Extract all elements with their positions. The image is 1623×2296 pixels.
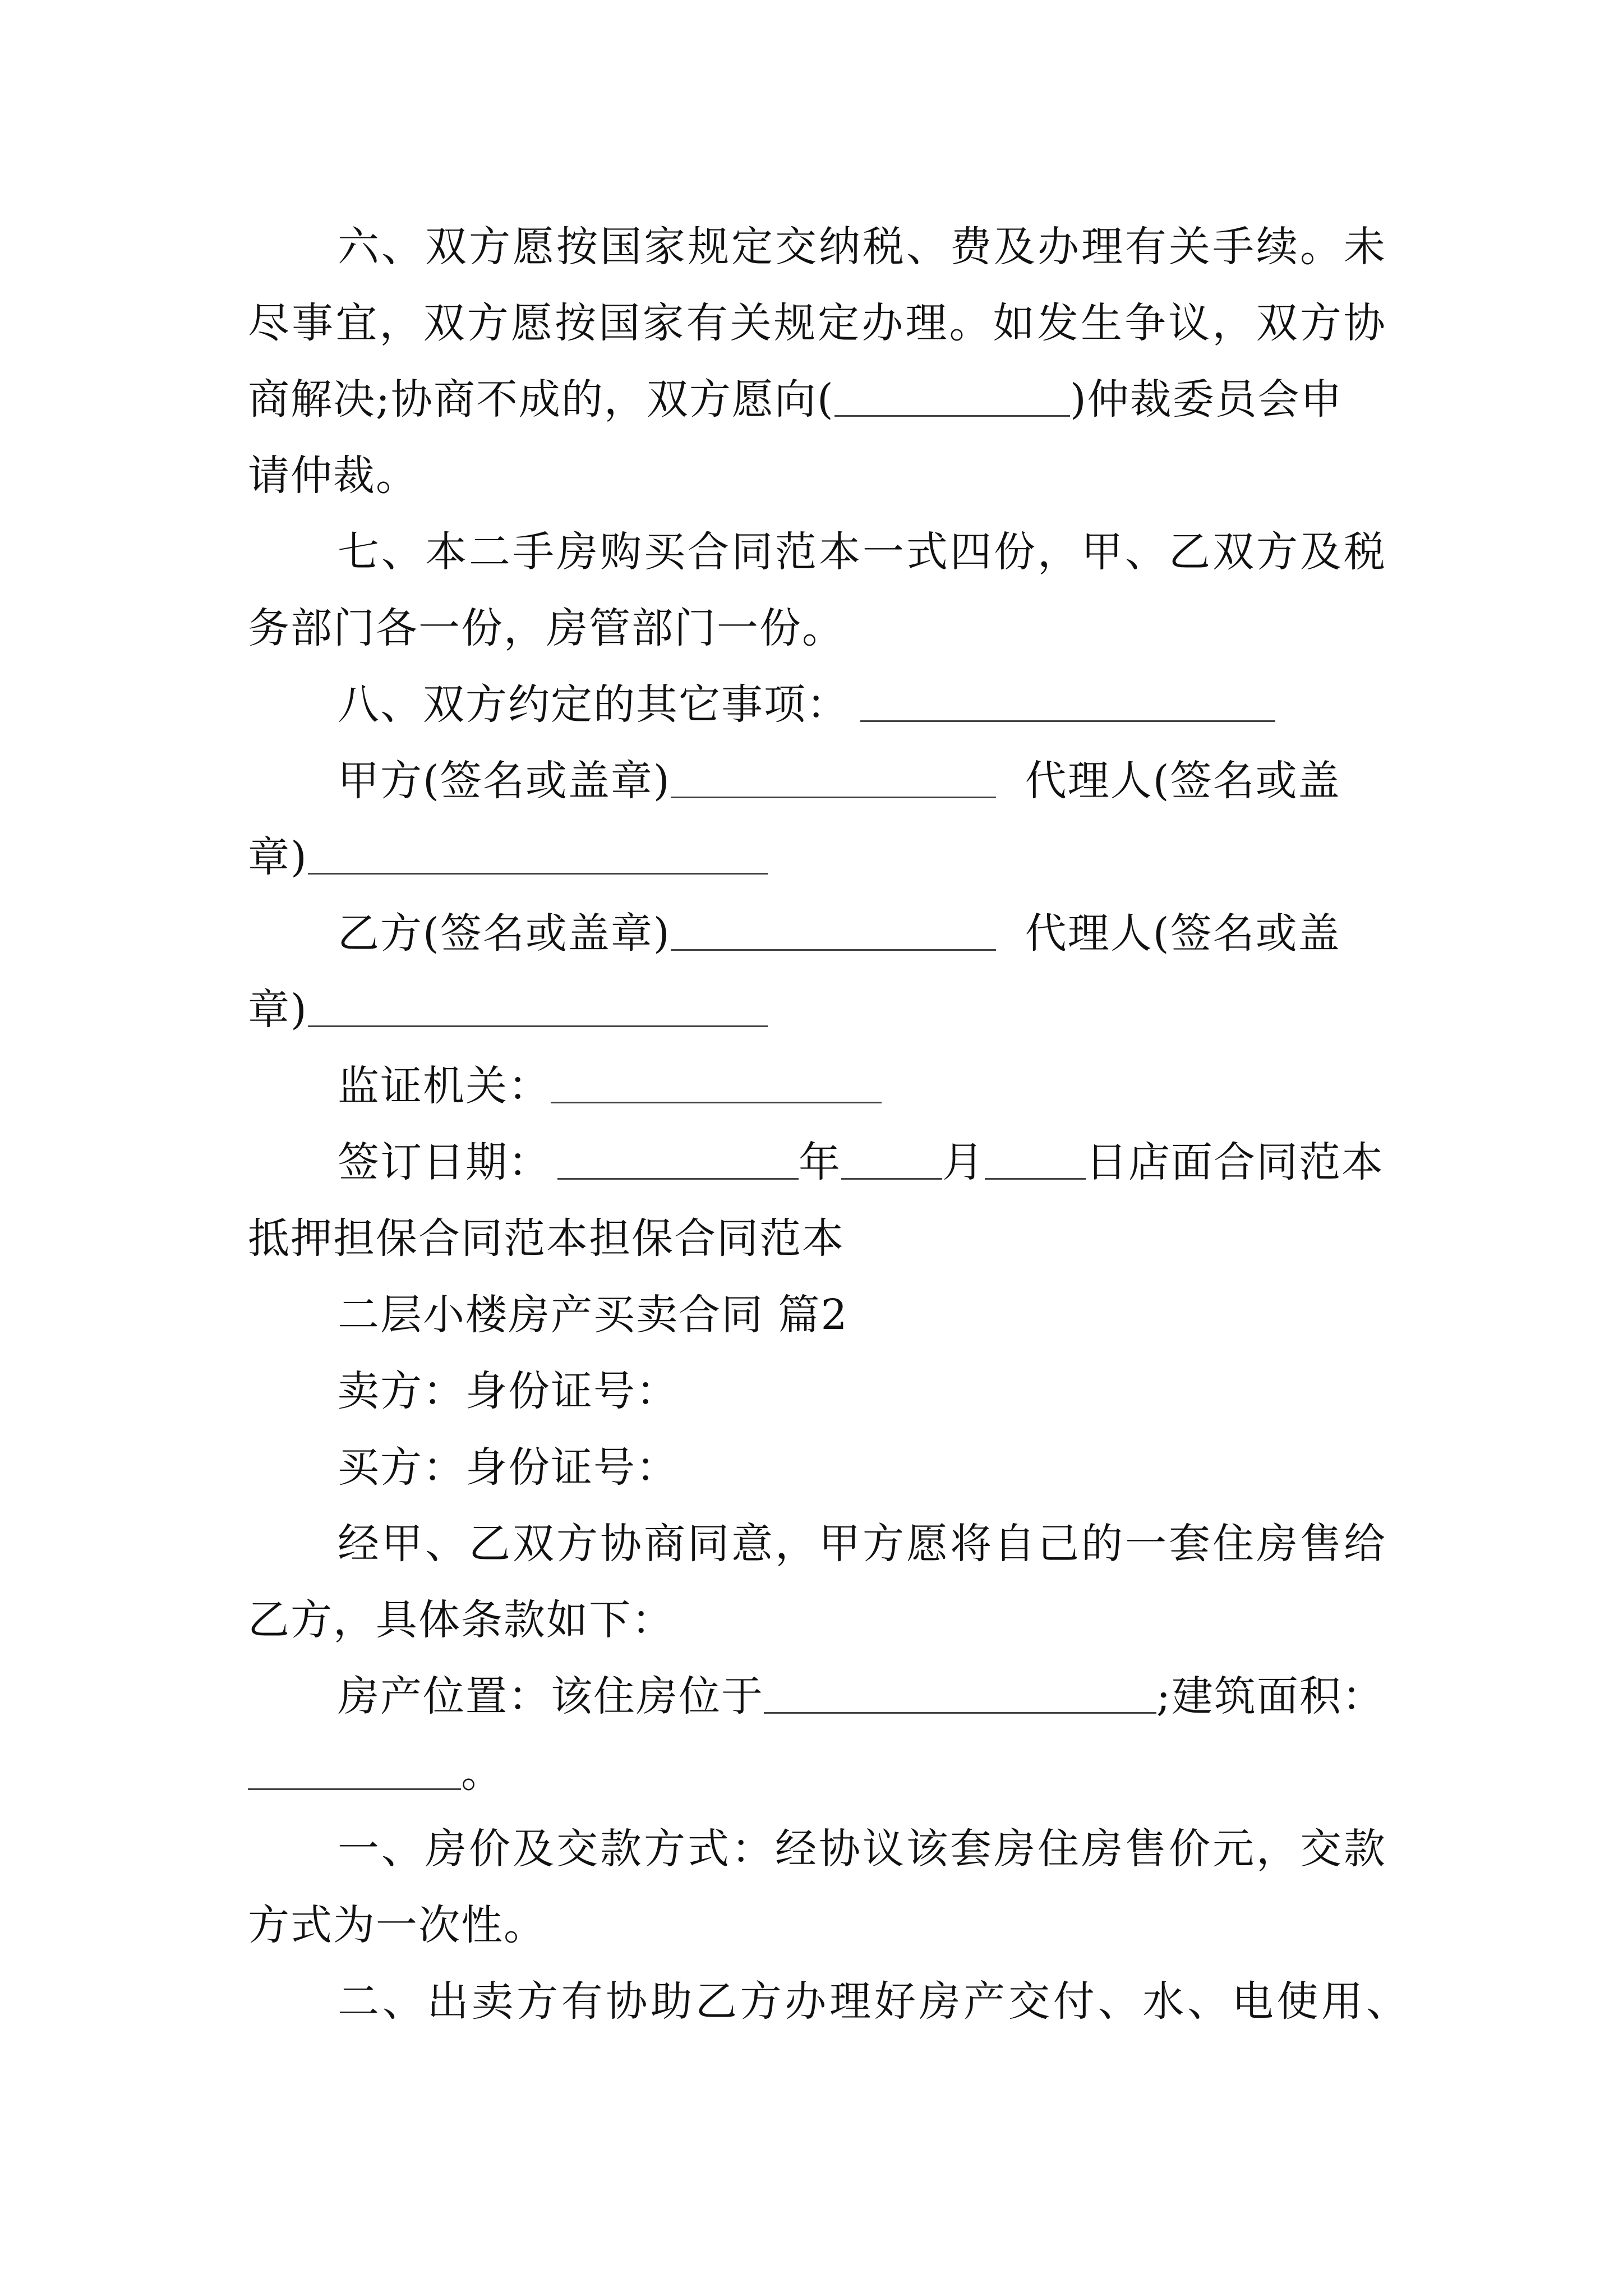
- party-a-signature-line: 甲方(签名或盖章) 代理人(签名或盖: [248, 743, 1386, 819]
- paragraph-line: 一 、 房 价 及 交 款 方 式 ： 经 协 议 该 套 房 住 房 售 价 元 ， 交 款: [338, 1825, 1386, 1873]
- arbitration-line: 商解决;协商不成的，双方愿向( )仲裁委员会申: [248, 361, 1386, 438]
- paragraph-line: 务部门各一份，房管部门一份。: [248, 604, 845, 652]
- party-b-agent-blank: [308, 984, 768, 1027]
- paragraph-line: 经 甲 、 乙 双 方 协 商 同 意 ， 甲 方 愿 将 自 己 的 一 套 住 房 售 给: [338, 1520, 1386, 1568]
- building-area-line: 。: [248, 1734, 1386, 1811]
- buyer-line: 买方：身份证号：: [338, 1443, 679, 1492]
- paragraph-line: 乙方，具体条款如下：: [248, 1596, 674, 1644]
- paragraph-line: 抵押担保合同范本担保合同范本: [248, 1214, 845, 1263]
- section-title: 二层小楼房产买卖合同 篇2: [338, 1291, 849, 1339]
- building-area-blank: [248, 1747, 461, 1790]
- property-location-line: 房产位置：该住房位于 ;建筑面积：: [248, 1658, 1386, 1734]
- supervision-authority-line: 监证机关：: [248, 1048, 1386, 1124]
- supervision-authority-blank: [551, 1060, 882, 1103]
- party-b-signature-blank: [671, 908, 996, 951]
- document-body: [248, 209, 1409, 2040]
- signing-date-line: 签订日期： 年 月 日店面合同范本: [248, 1124, 1386, 1200]
- property-location-blank: [764, 1671, 1156, 1714]
- party-a-agent-blank: [308, 831, 768, 875]
- party-a-signature-blank: [671, 755, 996, 798]
- month-blank: [841, 1137, 942, 1180]
- paragraph-line: 二 、 出 卖 方 有 协 助 乙 方 办 理 好 房 产 交 付 、 水 、 电 使 用 、: [338, 1977, 1409, 2026]
- other-matters-blank: [860, 679, 1275, 722]
- party-a-agent-line: 章): [248, 819, 1386, 895]
- party-b-agent-line: 章): [248, 972, 1386, 1048]
- paragraph-line: 七 、 本 二 手 房 购 买 合 同 范 本 一 式 四 份 ， 甲 、 乙 双 方 及 税: [338, 528, 1386, 576]
- arbitration-blank: [834, 374, 1070, 417]
- paragraph-line: 尽 事 宜 ， 双 方 愿 按 国 家 有 关 规 定 办 理 。 如 发 生 争 议 ， 双 方 协: [248, 299, 1386, 347]
- paragraph-line: 六 、 双 方 愿 按 国 家 规 定 交 纳 税 、 费 及 办 理 有 关 手 续 。 未: [338, 223, 1386, 271]
- year-blank: [557, 1137, 799, 1180]
- paragraph-line: 请仲裁。: [248, 452, 418, 500]
- seller-line: 卖方：身份证号：: [338, 1367, 679, 1415]
- party-b-signature-line: 乙方(签名或盖章) 代理人(签名或盖: [248, 895, 1386, 972]
- paragraph-line: 方式为一次性。: [248, 1901, 546, 1949]
- day-blank: [985, 1137, 1086, 1180]
- other-matters-line: 八、双方约定的其它事项：: [248, 666, 1386, 743]
